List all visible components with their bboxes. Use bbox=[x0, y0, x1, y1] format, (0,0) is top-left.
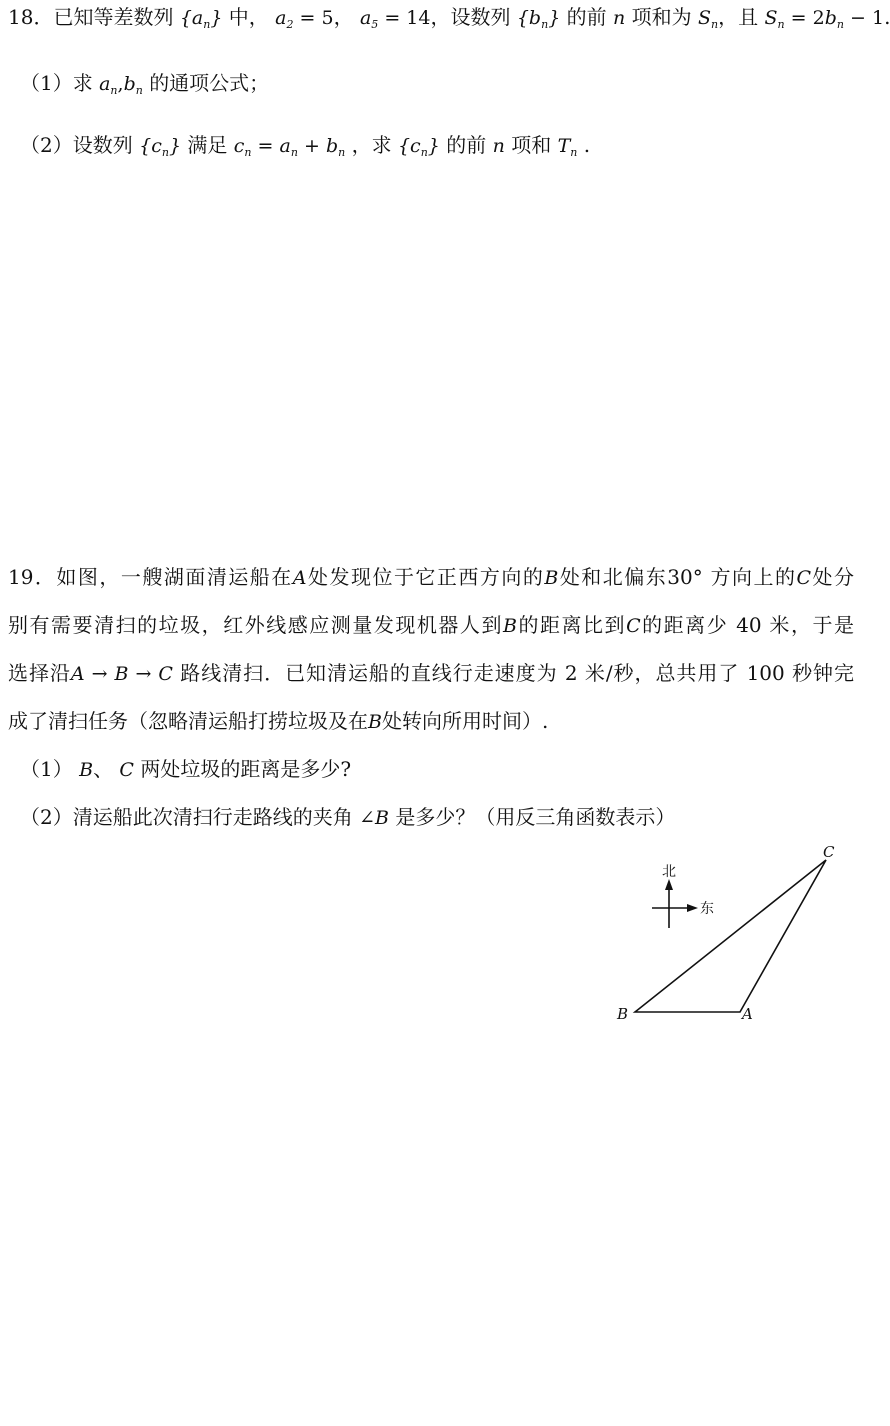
seq-a: $\{a_n\}$ bbox=[179, 7, 223, 31]
q19-line3: 选择沿A → B → C 路线清扫．已知清运船的直线行走速度为 2 米/秒，总共用了 100 秒钟完 bbox=[8, 661, 854, 685]
q19-line1: 19．如图，一艘湖面清运船在A处发现位于它正西方向的B处和北偏东30° 方向上的C处分 bbox=[8, 565, 855, 589]
q19-line4: 成了清扫任务（忽略清运船打捞垃圾及在B处转向所用时间）. bbox=[8, 709, 549, 733]
vertex-label-a: A bbox=[742, 1005, 753, 1023]
route: A → B → C bbox=[70, 663, 173, 685]
vertex-label-b: B bbox=[617, 1005, 629, 1023]
vertex-label-c: C bbox=[823, 843, 835, 861]
q19-line2: 别有需要清扫的垃圾，红外线感应测量发现机器人到B的距离比到C的距离少 40 米，于是 bbox=[8, 613, 854, 637]
east-arrowhead bbox=[687, 904, 698, 912]
east-label: 东 bbox=[700, 901, 714, 917]
north-label: 北 bbox=[662, 864, 676, 880]
q19-part2: （2）清运船此次清扫行走路线的夹角 ∠B 是多少？（用反三角函数表示） bbox=[20, 805, 676, 829]
q19-part1: （1） B、 C 两处垃圾的距离是多少? bbox=[20, 757, 352, 781]
eq-c: $c_n = a_n + b_n$ bbox=[233, 135, 346, 159]
q18-statement: 18．已知等差数列 $\{a_n\}$ 中， $a_2 = 5$， $a_5 = 14$，设数列 $\{b_n\}$ 的前 n 项和为 $S_n$，且 $S_n = 2b_n - 1$. bbox=[8, 5, 890, 31]
eq-S: $S_n = 2b_n - 1$ bbox=[764, 7, 885, 31]
q18-part1: （1）求 $a_n,b_n$ 的通项公式； bbox=[20, 71, 270, 97]
q18-part2: （2）设数列 $\{c_n\}$ 满足 $c_n = a_n + b_n$ ，求 $\{c_n\}$ 的前 n 项和 $T_n$ . bbox=[20, 133, 591, 159]
eq-a2: $a_2 = 5$ bbox=[275, 7, 334, 31]
triangle-figure bbox=[610, 838, 870, 1028]
triangle-abc bbox=[635, 860, 826, 1012]
eq-a5: $a_5 = 14$ bbox=[359, 7, 431, 31]
compass-icon bbox=[652, 884, 692, 928]
north-arrowhead bbox=[665, 879, 673, 890]
seq-b: $\{b_n\}$ bbox=[516, 7, 561, 31]
